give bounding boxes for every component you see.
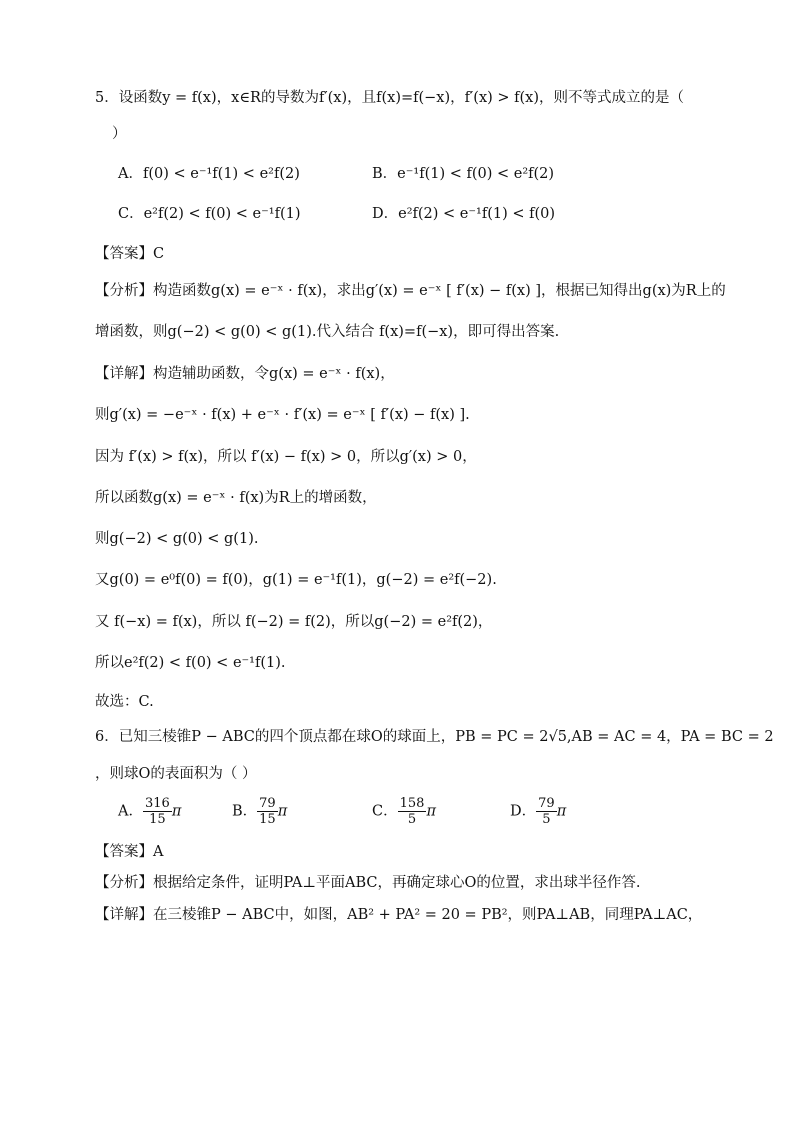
- q6-stem-line2: ，则球O的表面积为（ ）: [95, 766, 257, 782]
- q5-analysis-line1: 【分析】构造函数g(x) = e⁻ˣ · f(x)，求出g′(x) = e⁻ˣ [ f′(x) − f(x) ]，根据已知得出g(x)为R上的: [95, 283, 726, 299]
- q5-detail-line: 所以e²f(2) < f(0) < e⁻¹f(1).: [95, 655, 286, 671]
- q5-analysis-line2: 增函数，则g(−2) < g(0) < g(1).代入结合 f(x)=f(−x)，即可得出答案.: [95, 324, 560, 340]
- fraction: [398, 796, 427, 827]
- pi-symbol: π: [171, 803, 182, 820]
- q6-option-a: [118, 796, 181, 827]
- denominator: 5: [542, 812, 551, 827]
- pi-symbol: π: [277, 803, 288, 820]
- q5-option-c: C．e²f(2) < f(0) < e⁻¹f(1): [118, 206, 301, 222]
- option-label: C．: [372, 803, 398, 820]
- q5-detail-line: 所以函数g(x) = e⁻ˣ · f(x)为R上的增函数，: [95, 490, 377, 506]
- denominator: 15: [149, 812, 166, 827]
- q5-option-b: B．e⁻¹f(1) < f(0) < e²f(2): [372, 166, 555, 182]
- denominator: 5: [407, 812, 417, 827]
- q5-detail-line: 故选：C.: [95, 694, 154, 710]
- q6-option-b: [232, 796, 287, 827]
- option-label: B．: [232, 803, 258, 820]
- option-label: D．: [510, 803, 537, 820]
- q6-stem-line1: 6．已知三棱锥P − ABC的四个顶点都在球O的球面上，PB = PC = 2√5,AB = AC = 4，PA = BC = 2: [95, 729, 774, 745]
- q6-analysis: 【分析】根据给定条件，证明PA⊥平面ABC，再确定球心O的位置，求出球半径作答.: [95, 875, 641, 891]
- pi-symbol: π: [556, 803, 567, 820]
- q6-option-c: [372, 796, 436, 827]
- q5-detail-line: 又 f(−x) = f(x)，所以 f(−2) = f(2)，所以g(−2) = e²f(2)，: [95, 614, 493, 630]
- q5-detail-line: 【详解】构造辅助函数，令g(x) = e⁻ˣ · f(x)，: [95, 366, 395, 382]
- numerator: 158: [399, 796, 425, 811]
- denominator: 15: [259, 812, 276, 827]
- numerator: 79: [538, 796, 555, 811]
- q6-answer: 【答案】A: [95, 844, 164, 860]
- q5-answer: 【答案】C: [95, 246, 165, 262]
- fraction: [143, 796, 172, 827]
- option-label: A．: [118, 803, 143, 820]
- q5-detail-line: 则g(−2) < g(0) < g(1).: [95, 531, 259, 547]
- q5-option-d: D．e²f(2) < e⁻¹f(1) < f(0): [372, 206, 556, 222]
- q5-detail-line: 又g(0) = e⁰f(0) = f(0)，g(1) = e⁻¹f(1)，g(−2) = e²f(−2).: [95, 572, 497, 588]
- q5-stem-line1: 5．设函数y = f(x)，x∈R的导数为f′(x)，且f(x)=f(−x)，f′(x) > f(x)，则不等式成立的是（: [95, 90, 685, 106]
- pi-symbol: π: [426, 803, 436, 820]
- fraction: [257, 796, 278, 827]
- q5-stem-line2: ）: [112, 126, 127, 142]
- q5-detail-line: 因为 f′(x) > f(x)，所以 f′(x) − f(x) > 0，所以g′(x) > 0，: [95, 449, 477, 465]
- q6-detail: 【详解】在三棱锥P − ABC中，如图，AB² + PA² = 20 = PB²，则PA⊥AB，同理PA⊥AC，: [95, 907, 703, 923]
- q6-option-d: [510, 796, 566, 827]
- numerator: 79: [259, 796, 276, 811]
- fraction: [536, 796, 557, 827]
- q5-detail-line: 则g′(x) = −e⁻ˣ · f(x) + e⁻ˣ · f′(x) = e⁻ˣ [ f′(x) − f(x) ].: [95, 407, 470, 423]
- numerator: 316: [144, 796, 170, 811]
- q5-option-a: A．f(0) < e⁻¹f(1) < e²f(2): [118, 166, 300, 182]
